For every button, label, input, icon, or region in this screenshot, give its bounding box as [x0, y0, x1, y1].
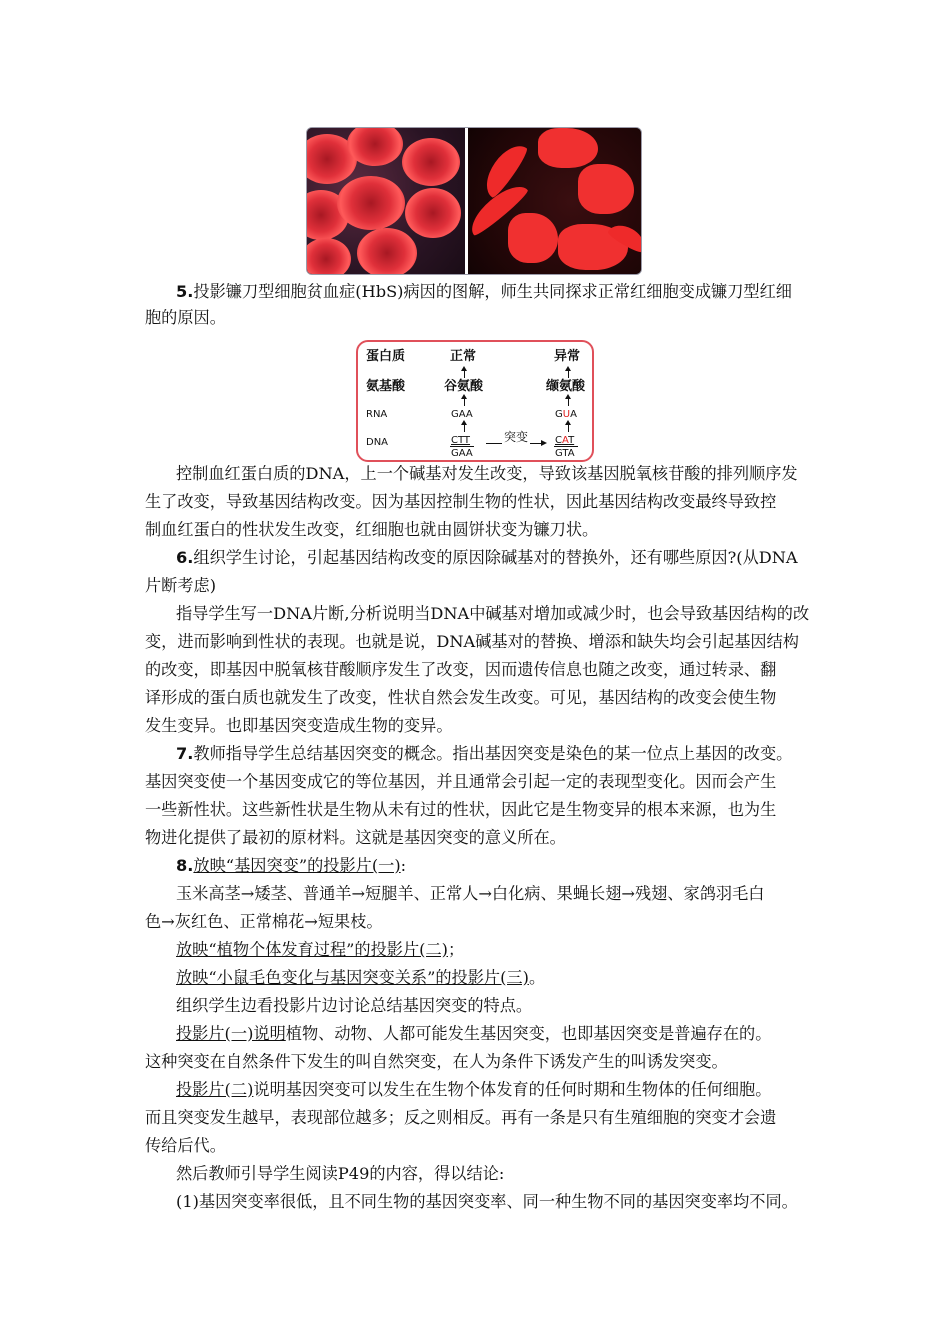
text-line: 玉米高茎→矮茎、普通羊→短腿羊、正常人→白化病、果蝇长翅→残翅、家鸽羽毛白 [176, 884, 765, 903]
text-line: 一些新性状。这些新性状是生物从未有过的性状，因此它是生物变异的根本来源，也为生 [145, 800, 777, 819]
text-line: 片断考虑) [145, 576, 217, 595]
text-line: 而且突变发生越早，表现部位越多；反之则相反。再有一条是只有生殖细胞的突变才会遗 [145, 1108, 777, 1127]
row-label-amino-acid: 氨基酸 [366, 379, 406, 394]
normal-protein: 正常 [450, 349, 477, 364]
text-line: 色→灰红色、正常棉花→短果枝。 [145, 912, 383, 931]
text-line: 然后教师引导学生阅读P49的内容，得以结论: [176, 1164, 505, 1183]
paragraph-6-line-1: 6.组织学生讨论，引起基因结构改变的原因除碱基对的替换外，还有哪些原因?(从DNA [176, 548, 798, 567]
text-line: 投影片(一)说明植物、动物、人都可能发生基因突变，也即基因突变是普遍存在的。 [176, 1024, 772, 1043]
sickle-red-blood-cells-photo [468, 128, 641, 274]
paragraph-8-line-1: 8.放映“基因突变”的投影片(一): [176, 856, 407, 875]
text-line: 这种突变在自然条件下发生的叫自然突变，在人为条件下诱发产生的叫诱发突变。 [145, 1052, 728, 1071]
paragraph-5-line-1: 5.投影镰刀型细胞贫血症(HbS)病因的图解，师生共同探求正常红细胞变成镰刀型红细 [176, 282, 792, 301]
text-line: 组织学生边看投影片边讨论总结基因突变的特点。 [176, 996, 533, 1015]
normal-rna: GAA [451, 409, 473, 420]
mutant-amino-acid: 缬氨酸 [546, 379, 586, 394]
mutant-protein: 异常 [554, 349, 581, 364]
hbs-mechanism-diagram [356, 340, 594, 462]
text-line: 生了改变，导致基因结构改变。因为基因控制生物的性状，因此基因结构改变最终导致控 [145, 492, 777, 511]
paragraph-7-line-1: 7.教师指导学生总结基因突变的概念。指出基因突变是染色的某一位点上基因的改变。 [176, 744, 793, 763]
text-line: (1)基因突变率很低，且不同生物的基因突变率、同一种生物不同的基因突变率均不同。 [176, 1192, 798, 1211]
text-line: 传给后代。 [145, 1136, 226, 1155]
blood-cells-figure [306, 127, 642, 275]
row-label-dna: DNA [366, 437, 389, 448]
text-line: 物进化提供了最初的原材料。这就是基因突变的意义所在。 [145, 828, 566, 847]
text-line: 译形成的蛋白质也就发生了改变，性状自然会发生改变。可见，基因结构的改变会使生物 [145, 688, 777, 707]
paragraph-5-line-2: 胞的原因。 [145, 308, 226, 327]
text-line: 放映“植物个体发育过程”的投影片(二)； [176, 940, 465, 959]
text-line: 基因突变使一个基因变成它的等位基因，并且通常会引起一定的表现型变化。因而会产生 [145, 772, 777, 791]
row-label-rna: RNA [366, 409, 388, 420]
text-line: 发生变异。也即基因突变造成生物的变异。 [145, 716, 453, 735]
text-line: 制血红蛋白的性状发生改变，红细胞也就由圆饼状变为镰刀状。 [145, 520, 599, 539]
text-line: 指导学生写一DNA片断,分析说明当DNA中碱基对增加或减少时，也会导致基因结构的改 [176, 604, 810, 623]
text-line: 投影片(二)说明基因突变可以发生在生物个体发育的任何时期和生物体的任何细胞。 [176, 1080, 772, 1099]
mutant-dna-bottom: GTA [555, 448, 575, 459]
normal-dna-top: CTT [451, 435, 471, 446]
normal-dna-bottom: GAA [451, 448, 473, 459]
text-line: 控制血红蛋白质的DNA，上一个碱基对发生改变，导致该基因脱氧核苷酸的排列顺序发 [176, 464, 798, 483]
text-line: 放映“小鼠毛色变化与基因突变关系”的投影片(三)。 [176, 968, 546, 987]
mutant-rna: GUA [555, 409, 577, 420]
mutation-label: 突变 [504, 430, 529, 444]
row-label-protein: 蛋白质 [366, 349, 406, 364]
normal-amino-acid: 谷氨酸 [444, 379, 484, 394]
mutant-dna-top: CAT [555, 435, 575, 446]
text-line: 变，进而影响到性状的表现。也就是说，DNA碱基对的替换、增添和缺失均会引起基因结构 [145, 632, 799, 651]
normal-red-blood-cells-photo [307, 128, 468, 274]
text-line: 的改变，即基因中脱氧核苷酸顺序发生了改变，因而遗传信息也随之改变，通过转录、翻 [145, 660, 777, 679]
